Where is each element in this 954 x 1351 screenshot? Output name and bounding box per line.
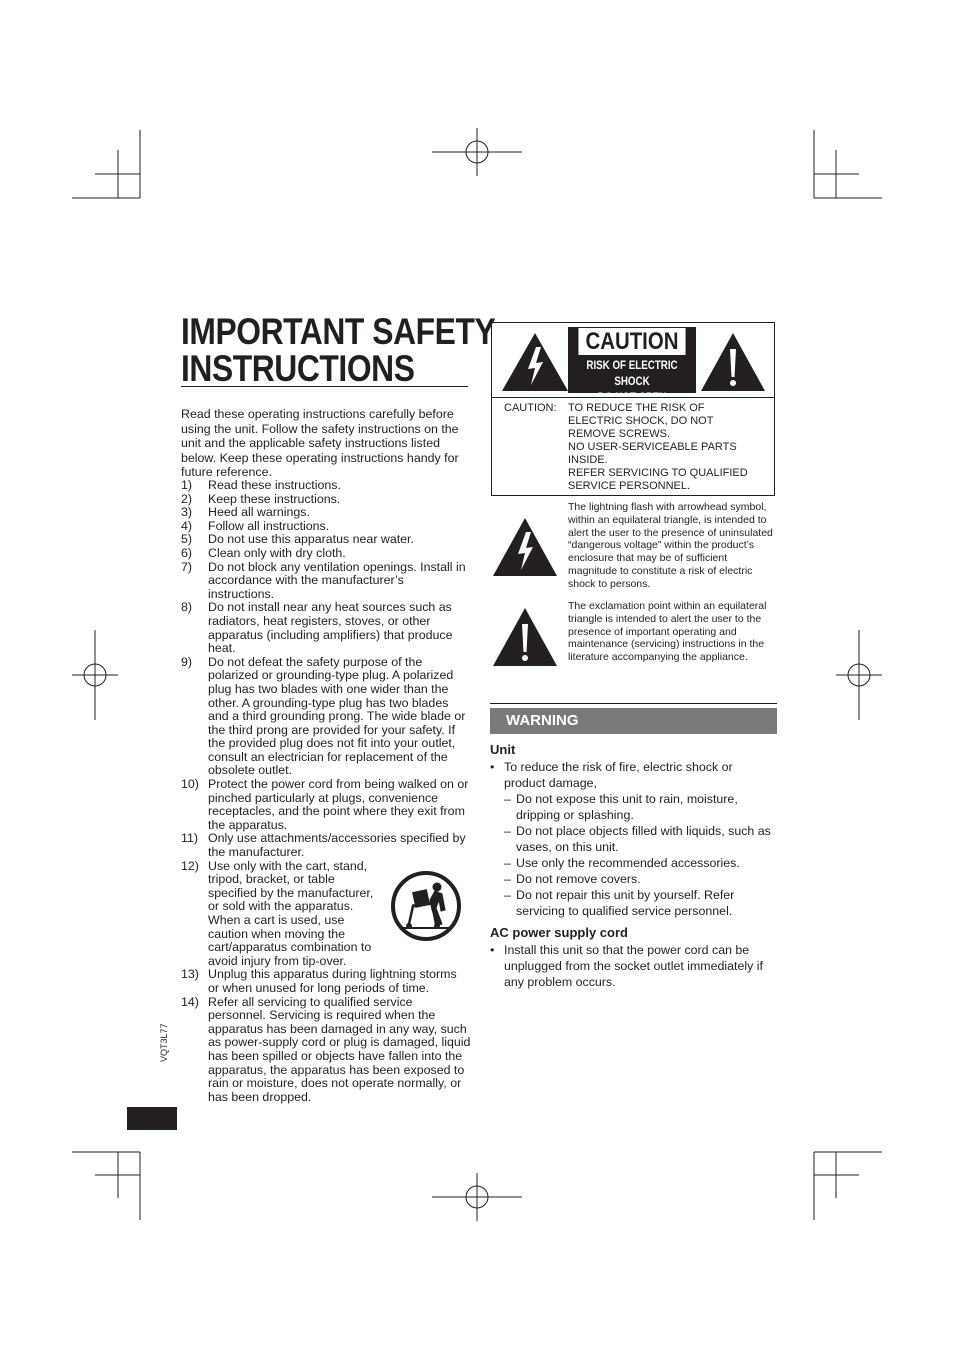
item-number: 12) <box>181 858 199 873</box>
unit-warning-list <box>504 791 776 919</box>
caution-divider <box>491 397 775 398</box>
risk-line-1: RISK OF ELECTRIC SHOCK <box>586 360 678 388</box>
dash-item-text: Do not repair this unit by yourself. Refer servicing to qualified service personnel. <box>516 888 735 918</box>
caution-note-line: INSIDE. <box>568 454 608 466</box>
page-tab <box>127 1107 177 1130</box>
exclamation-triangle-icon <box>699 331 767 393</box>
item-number: 1) <box>181 478 193 492</box>
caution-note-line: REFER SERVICING TO QUALIFIED <box>568 467 748 479</box>
item-number: 9) <box>181 654 193 669</box>
item-text: Do not block any ventilation openings. Install in accordance with the manufacturer’s instructions. <box>208 559 466 601</box>
risk-line-2: DO NOT OPEN <box>597 392 667 404</box>
list-item <box>181 778 471 832</box>
page-title <box>181 311 496 389</box>
item-number: 5) <box>181 532 193 547</box>
item-number: 14) <box>181 994 199 1009</box>
item-text: Read these instructions. <box>208 478 341 492</box>
list-item: – Do not place objects filled with liquids, such as vases, on this unit. <box>504 824 771 854</box>
list-item <box>181 656 471 778</box>
warning-rule <box>490 703 777 704</box>
list-item <box>181 547 471 561</box>
list-item <box>181 520 471 534</box>
list-item <box>181 832 471 859</box>
list-item <box>181 493 471 507</box>
caution-note-label: CAUTION: <box>504 402 557 414</box>
list-item: – Do not remove covers. <box>504 872 641 886</box>
unit-warning-text: To reduce the risk of fire, electric shock or product damage, <box>504 760 733 790</box>
ac-power-cord-text: Install this unit so that the power cord can be unplugged from the socket outlet immediately if any problem occurs. <box>504 943 763 989</box>
item-number: 13) <box>181 967 199 982</box>
item-number: 11) <box>181 831 198 846</box>
list-item: – Do not repair this unit by yourself. Refer servicing to qualified service personnel. <box>504 888 735 918</box>
item-number: 8) <box>181 600 193 615</box>
item-text: Follow all instructions. <box>208 518 330 533</box>
item-text: Use only with the cart, stand, tripod, bracket, or table specified by the manufacturer, or sold with the apparatus. When a cart is used, use caution when moving the cart/apparatus combination to avoid injury from tip-over. <box>208 858 374 968</box>
list-item <box>181 506 471 520</box>
item-number: 4) <box>181 518 193 533</box>
list-item: – Do not expose this unit to rain, moisture, dripping or splashing. <box>504 792 738 822</box>
item-number: 6) <box>181 545 193 560</box>
exclamation-symbol-explanation: The exclamation point within an equilateral triangle is intended to alert the user to the presence of important operating and maintenance (servicing) instructions in the literature accompanying the appliance. <box>568 600 767 664</box>
warning-heading: WARNING <box>506 712 579 729</box>
item-text: Do not defeat the safety purpose of the polarized or grounding-type plug. A polarized plug has two blades with one wider than the other. A grounding-type plug has two blades and a third grounding prong. The wide blade or the third prong are provided for your safety. If the provided plug does not fit into your outlet, consult an electrician for replacement of the obsolete outlet. <box>208 654 466 778</box>
intro-paragraph: Read these operating instructions carefully before using the unit. Follow the safety instructions on the unit and the applicable safety instructions listed below. Keep these operating instructions handy for future reference. <box>181 407 459 480</box>
dash-item-text: Do not remove covers. <box>516 872 641 886</box>
lightning-triangle-icon <box>500 331 570 393</box>
list-item <box>181 561 471 602</box>
item-text: Refer all servicing to qualified service personnel. Servicing is required when the apparatus has been damaged in any way, such as power-supply cord or plug is damaged, liquid has been spilled or objects have fallen into the apparatus, the apparatus has been exposed to rain or moisture, does not operate normally, or has been dropped. <box>208 994 471 1104</box>
lightning-triangle-icon <box>491 516 559 578</box>
caution-note-line: SERVICE PERSONNEL. <box>568 480 691 492</box>
ac-power-cord-subheading: AC power supply cord <box>490 925 628 940</box>
dash-item-text: Do not expose this unit to rain, moisture, dripping or splashing. <box>516 792 738 822</box>
item-text: Do not install near any heat sources such as radiators, heat registers, stoves, or other apparatus (including amplifiers) that produce heat. <box>208 600 453 656</box>
item-number: 7) <box>181 559 193 574</box>
list-item <box>181 968 471 995</box>
item-number: 3) <box>181 505 193 520</box>
item-text: Protect the power cord from being walked on or pinched particularly at plugs, convenience receptacles, and the point where they exit from the apparatus. <box>208 777 469 832</box>
cart-tip-over-warning-icon <box>390 870 462 942</box>
dash-item-text: Do not place objects filled with liquids, such as vases, on this unit. <box>516 824 771 854</box>
list-item <box>181 533 471 547</box>
list-item: – Use only the recommended accessories. <box>504 856 740 870</box>
lightning-symbol-explanation: The lightning flash with arrowhead symbol, within an equilateral triangle, is intended to alert the user to the presence of uninsulated “dangerous voltage” within the product’s enclosure that may be of sufficient magnitude to constitute a risk of electric shock to persons. <box>568 501 773 590</box>
unit-subheading: Unit <box>490 742 516 757</box>
exclamation-triangle-icon <box>491 606 559 668</box>
bullet-glyph: • <box>490 760 495 774</box>
list-item <box>181 601 471 655</box>
bullet-glyph: • <box>490 943 495 957</box>
item-number: 2) <box>181 491 193 506</box>
item-number: 10) <box>181 777 199 792</box>
caution-note-line: NO USER-SERVICEABLE PARTS <box>568 441 737 453</box>
item-text: Do not use this apparatus near water. <box>208 532 414 547</box>
item-text: Only use attachments/accessories specified by the manufacturer. <box>208 831 466 860</box>
caution-note-line: REMOVE SCREWS. <box>568 428 671 440</box>
item-text: Unplug this apparatus during lightning storms or when unused for long periods of time. <box>208 967 457 995</box>
item-text: Clean only with dry cloth. <box>208 545 346 560</box>
dash-item-text: Use only the recommended accessories. <box>516 856 740 870</box>
caution-note-line: TO REDUCE THE RISK OF <box>568 402 705 414</box>
list-item <box>181 996 471 1105</box>
title-divider <box>181 386 468 387</box>
safety-instructions-list <box>181 479 471 1104</box>
title-line-2: INSTRUCTIONS <box>181 348 415 389</box>
title-line-1: IMPORTANT SAFETY <box>181 311 496 352</box>
caution-heading: CAUTION <box>578 328 685 355</box>
caution-note-text <box>568 402 768 493</box>
item-text: Heed all warnings. <box>208 505 310 520</box>
list-item <box>181 479 471 493</box>
item-text: Keep these instructions. <box>208 491 341 506</box>
caution-note-line: ELECTRIC SHOCK, DO NOT <box>568 415 714 427</box>
model-code: VQT3L77 <box>159 1023 169 1062</box>
risk-of-electric-shock-text <box>578 358 687 406</box>
